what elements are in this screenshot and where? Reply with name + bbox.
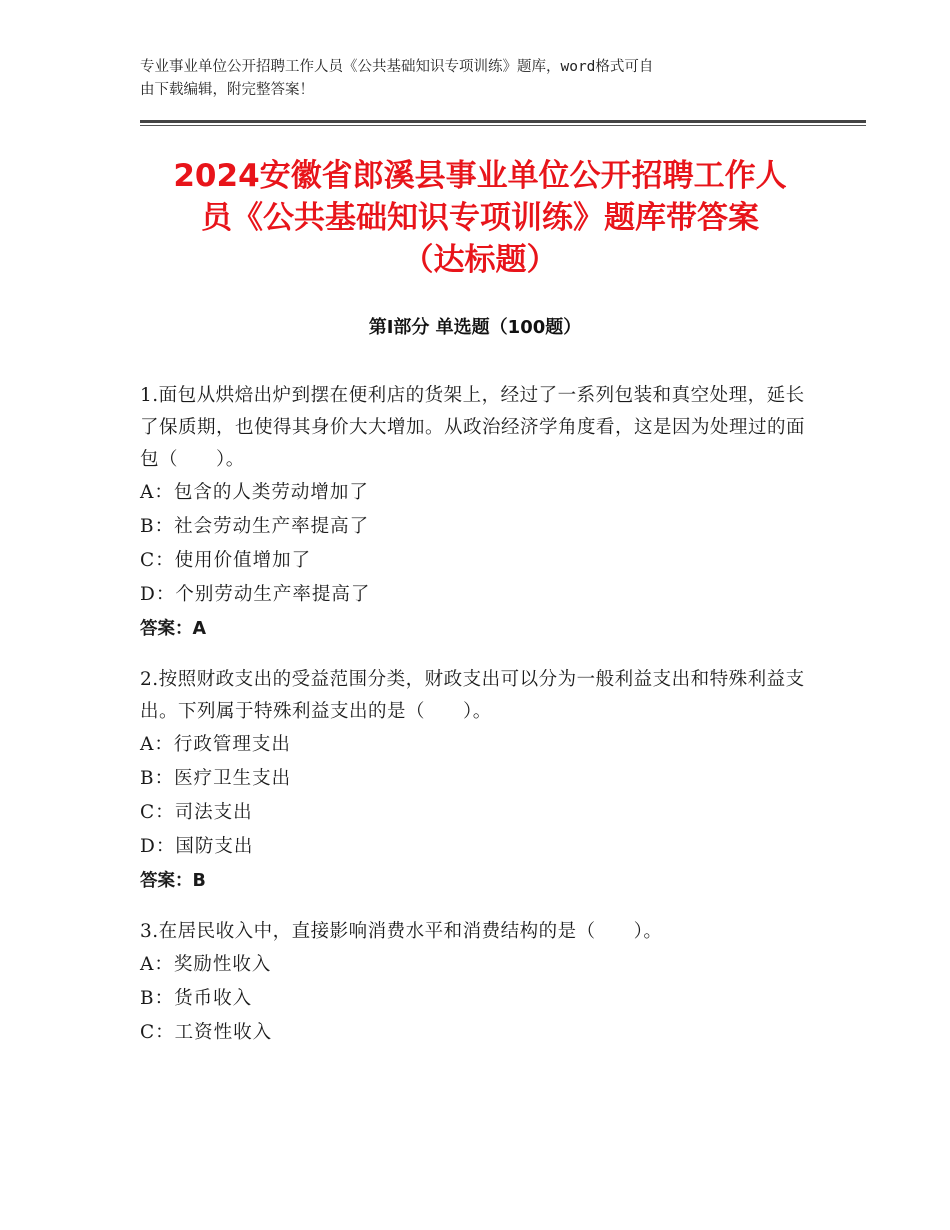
document-title-line-1: 2024安徽省郎溪县事业单位公开招聘工作人 [173,158,787,194]
question-stem: 3.在居民收入中，直接影响消费水平和消费结构的是（ ）。 [140,921,663,942]
header-note-line-2: 由下载编辑，附完整答案！ [140,82,314,98]
question-stem: 1.面包从烘焙出炉到摆在便利店的货架上，经过了一系列包装和真空处理，延长了保质期，也使得其身价大大增加。从政治经济学角度看，这是因为处理过的面包（ ）。 [140,385,806,470]
option-c: C：使用价值增加了 [140,550,312,571]
question-3 [140,916,812,1050]
option-d: D：国防支出 [140,836,254,857]
option-c: C：司法支出 [140,802,253,823]
header-note [140,56,820,102]
header-rule-thin [140,125,866,126]
option-b: B：社会劳动生产率提高了 [140,516,370,537]
answer-label: 答案：B [140,871,206,891]
option-a: A：包含的人类劳动增加了 [140,482,369,503]
option-b: B：医疗卫生支出 [140,768,292,789]
section-title: 第Ⅰ部分 单选题（100题） [368,317,582,338]
option-d: D：个别劳动生产率提高了 [140,584,371,605]
option-a: A：奖励性收入 [140,954,272,975]
question-list [140,380,812,1068]
document-title [120,155,840,281]
option-c: C：工资性收入 [140,1022,273,1043]
document-title-line-3: （达标题） [402,242,558,278]
option-a: A：行政管理支出 [140,734,291,755]
answer-label: 答案：A [140,619,207,639]
option-b: B：货币收入 [140,988,253,1009]
document-title-line-2: 员《公共基础知识专项训练》题库带答案 [201,200,759,236]
question-1 [140,380,812,646]
header-note-line-1: 专业事业单位公开招聘工作人员《公共基础知识专项训练》题库，word格式可自 [140,59,654,75]
question-stem: 2.按照财政支出的受益范围分类，财政支出可以分为一般利益支出和特殊利益支出。下列属于特殊利益支出的是（ ）。 [140,669,805,722]
header-rule-thick [140,120,866,123]
question-2 [140,664,812,898]
